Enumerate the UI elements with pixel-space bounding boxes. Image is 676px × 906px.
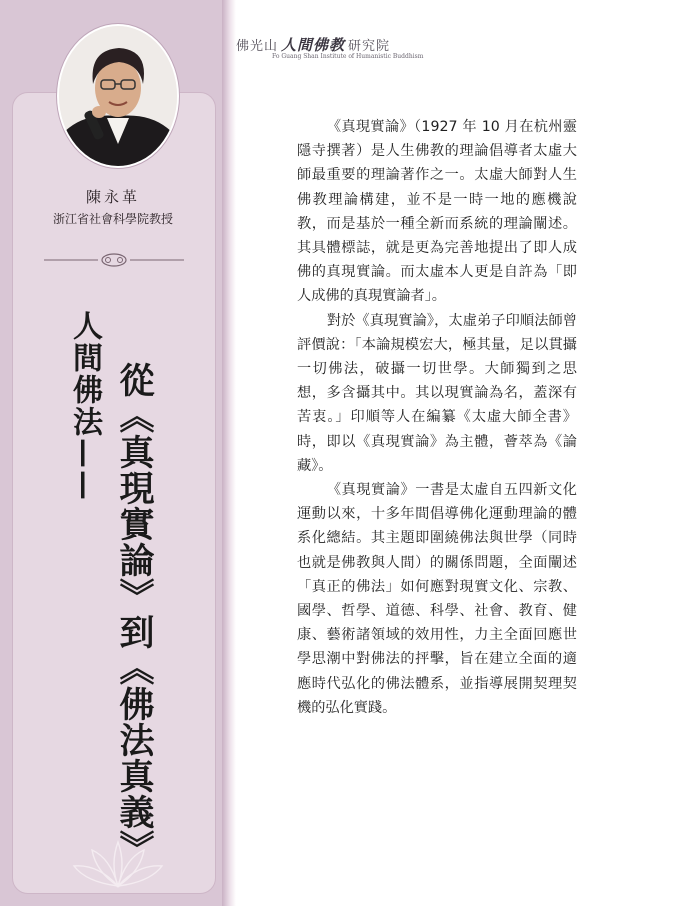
sidebar-edge — [222, 0, 236, 906]
ornament-divider — [44, 252, 184, 268]
logo-brand: 人間佛教 — [281, 36, 346, 54]
article-title: 從《真現實論》到《佛法真義》 — [114, 362, 155, 866]
paragraph: 《真現實論》（1927 年 10 月在杭州靈隱寺撰著）是人生佛教的理論倡導者太虛大師最重要的理論著作之一。太虛大師對人生佛教理論構建，並不是一時一地的應機說教，而是基於一種全新而系統的理論闡述。其具體標誌，就是更為完善地提出了即人成佛的真現實論。而太虛本人更是自許為「即人成佛的真現實論者」。 — [297, 119, 577, 305]
author-name: 陳永革 — [85, 188, 140, 206]
article-body — [297, 115, 577, 720]
logo-english: Fo Guang Shan Institute of Humanistic Buddhism — [272, 53, 424, 60]
author-photo — [57, 24, 179, 168]
author-portrait-image — [59, 26, 177, 166]
institute-logo — [236, 34, 424, 60]
paragraph: 對於《真現實論》，太虛弟子印順法師曾評價說：「本論規模宏大，極其量，足以貫攝一切佛法，破攝一切世學。大師獨到之思想，多含攝其中。其以現實論為名，蓋深有苦衷。」印順等人在編纂《太虛大師全書》時，即以《真現實論》為主體，薈萃為《論藏》。 — [297, 312, 577, 474]
article-subtitle: 人間佛法—— — [67, 310, 102, 502]
logo-prefix: 佛光山 — [236, 39, 279, 54]
logo-suffix: 研究院 — [348, 39, 391, 54]
lotus-icon — [70, 828, 166, 890]
paragraph: 《真現實論》一書是太虛自五四新文化運動以來，十多年間倡導佛化運動理論的體系化總結。其主題即圍繞佛法與世學（同時也就是佛教與人間）的關係問題，全面闡述「真正的佛法」如何應對現實文化、宗教、國學、哲學、道德、科學、社會、教育、健康、藝術諸領域的效用性，力主全面回應世學思潮中對佛法的抨擊，旨在建立全面的適應時代弘化的佛法體系，並指導展開契理契機的弘化實踐。 — [297, 482, 577, 716]
author-affiliation: 浙江省社會科學院教授 — [52, 212, 173, 226]
